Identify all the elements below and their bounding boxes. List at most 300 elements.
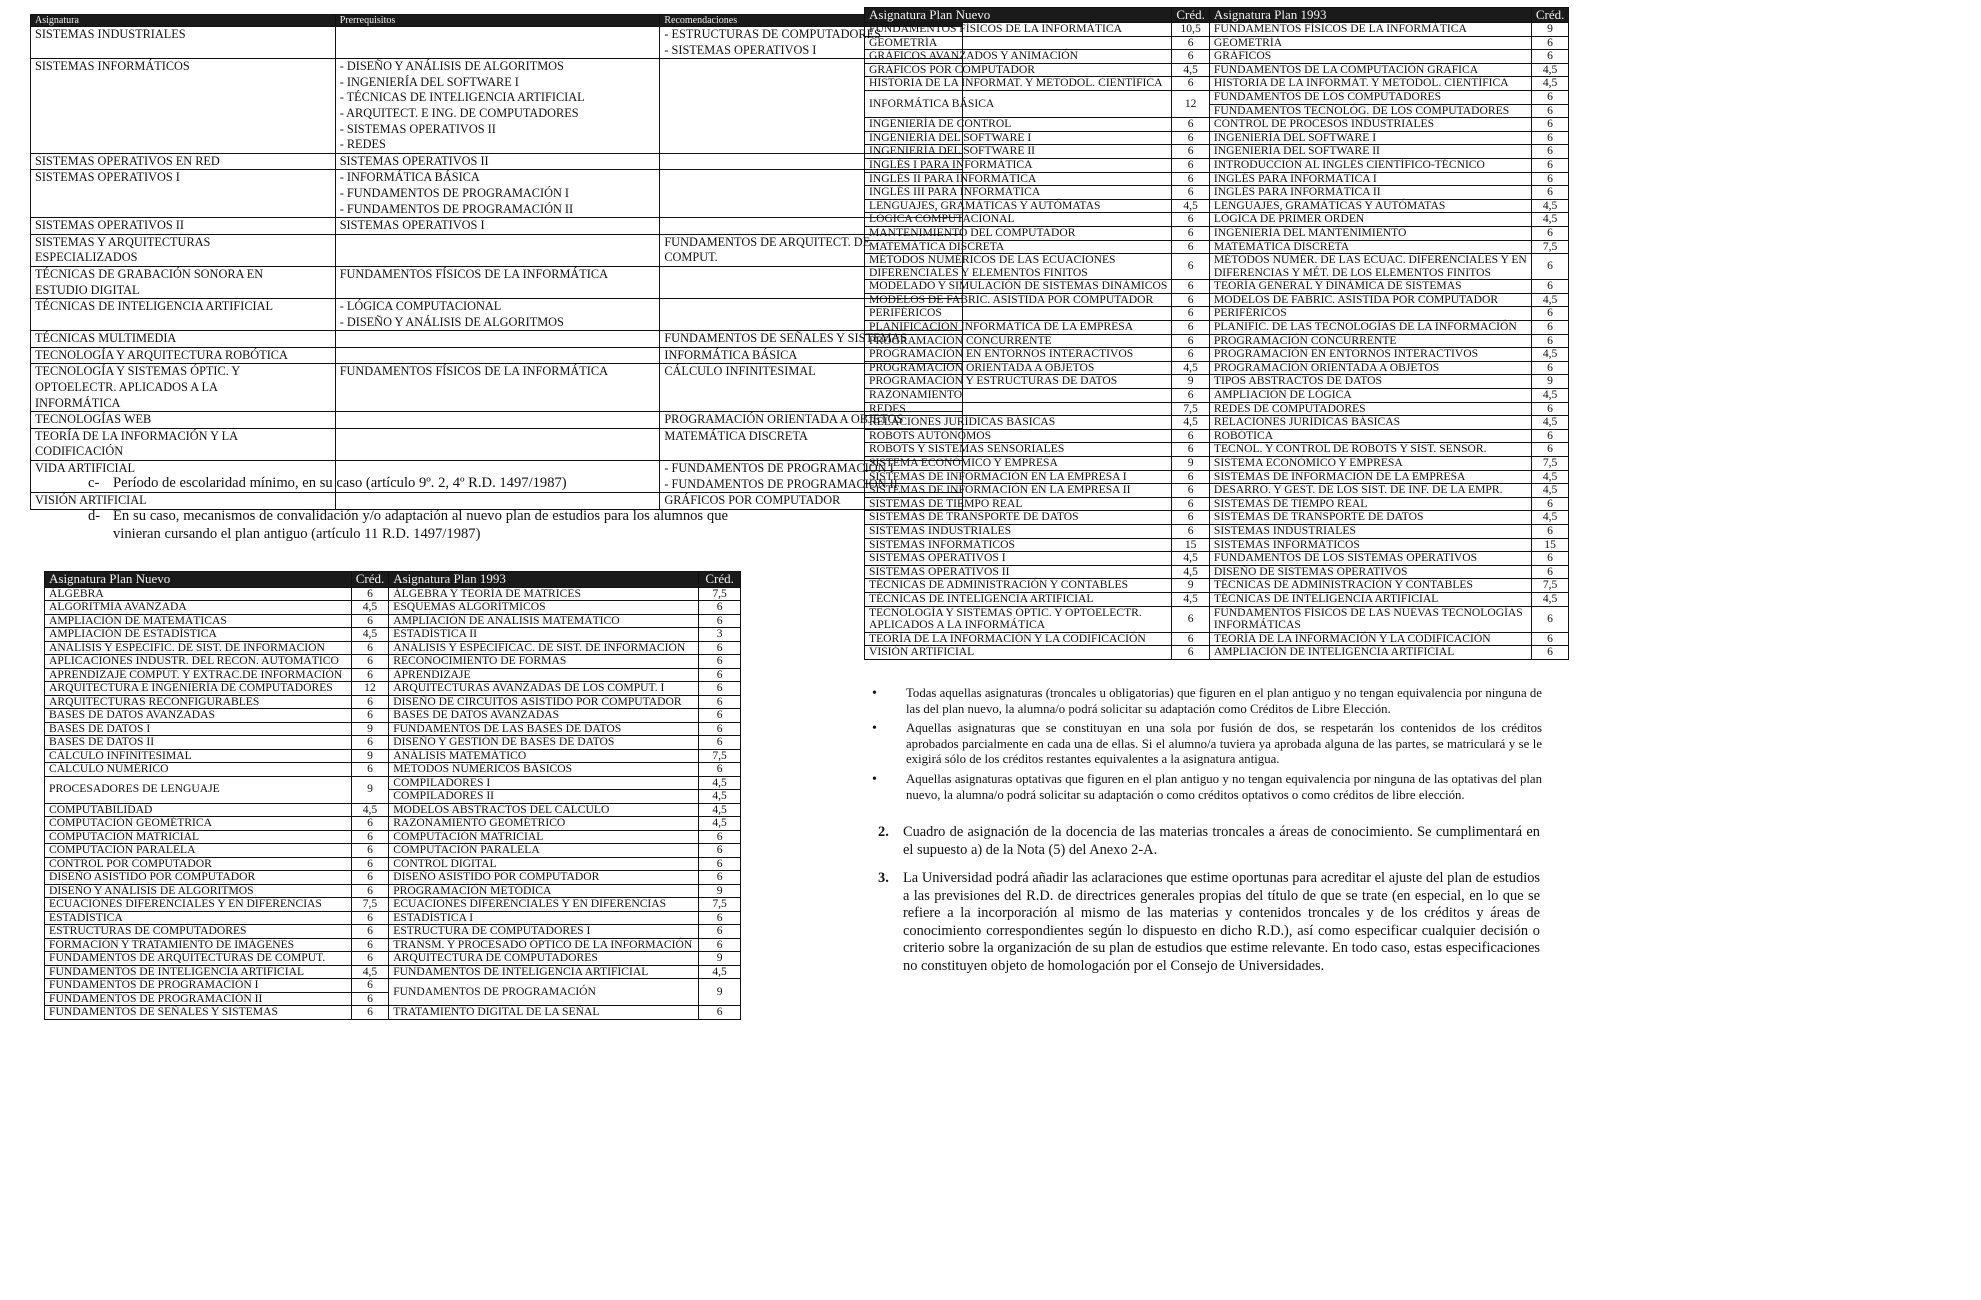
plan-1993-cell: ANÁLISIS MATEMÁTICO [389, 749, 699, 763]
cred-nuevo-cell: 6 [351, 884, 389, 898]
cred-nuevo-cell: 6 [351, 587, 389, 601]
plan-nuevo-line: CÁLCULO NUMÉRICO [49, 762, 169, 775]
cred-nuevo-cell: 7,5 [1172, 402, 1210, 416]
plan-nuevo-line: APRENDIZAJE COMPUT. Y EXTRAC.DE INFORMACIÓN [49, 667, 343, 681]
header-cred-nuevo: Créd. [1172, 8, 1210, 23]
prerequisites-cell [335, 153, 660, 170]
plan-1993-cell: PROGRAMACIÓN METÓDICA [389, 884, 699, 898]
plan-nuevo-cell [45, 628, 352, 642]
plan-nuevo-line: SISTEMAS OPERATIVOS I [869, 551, 1006, 565]
cred-nuevo-cell: 10,5 [1172, 23, 1210, 37]
subject-cell [31, 170, 336, 218]
table-row [45, 803, 741, 817]
cred-1993-cell: 6 [699, 938, 741, 952]
plan-1993-cell: TRATAMIENTO DIGITAL DE LA SEÑAL [389, 1006, 699, 1020]
subject-name: SISTEMAS INDUSTRIALES [35, 27, 186, 41]
prerequisites-cell [335, 412, 660, 429]
cred-nuevo-cell: 6 [1172, 186, 1210, 200]
table-row [865, 538, 1569, 552]
cred-1993-cell: 6 [699, 682, 741, 696]
table-row [45, 763, 741, 777]
plan-nuevo-line: BASES DE DATOS I [49, 721, 151, 735]
recommendation-item: PROGRAMACIÓN ORIENTADA A OBJETOS [664, 412, 904, 427]
table-row [31, 428, 963, 460]
plan-1993-cell: MATEMÁTICA DISCRETA [1209, 240, 1531, 254]
subject-cell [31, 266, 336, 298]
cred-nuevo-cell: 6 [351, 938, 389, 952]
plan-nuevo-cell [865, 389, 1172, 403]
prerequisite-item: - SISTEMAS OPERATIVOS II [339, 121, 496, 136]
plan-1993-cell: COMPUTACIÓN PARALELA [389, 844, 699, 858]
plan-1993-cell: LENGUAJES, GRAMÁTICAS Y AUTÓMATAS [1209, 199, 1531, 213]
plan-nuevo-line: MODELADO Y SIMULACIÓN DE SISTEMAS DINÁMICOS [869, 279, 1168, 293]
prerequisites-table [30, 14, 963, 510]
plan-1993-cell: FUNDAMENTOS DE LAS BASES DE DATOS [389, 722, 699, 736]
table-row [865, 280, 1569, 294]
cred-1993-cell: 6 [699, 614, 741, 628]
plan-1993-cell: ESTRUCTURA DE COMPUTADORES I [389, 925, 699, 939]
plan-1993-cell: AMPLIACIÓN DE LÓGICA [1209, 389, 1531, 403]
prerequisite-item: - FUNDAMENTOS DE PROGRAMACIÓN I [339, 185, 570, 200]
cred-1993-cell: 6 [1531, 186, 1569, 200]
table-row [865, 565, 1569, 579]
subject-name: TECNOLOGÍA Y ARQUITECTURA ROBÓTICA [35, 347, 288, 362]
plan-nuevo-line: ARQUITECTURA E INGENIERÍA DE COMPUTADORES [49, 681, 333, 694]
prerequisites-cell [335, 347, 660, 364]
header-asignatura: Asignatura [31, 15, 336, 27]
plan-1993-cell: ROBÓTICA [1209, 429, 1531, 443]
equivalence-left-header-row [45, 572, 741, 588]
subject-cell [31, 153, 336, 170]
cred-1993-cell: 6 [699, 871, 741, 885]
plan-nuevo-cell [865, 646, 1172, 660]
subject-name: SISTEMAS INFORMÁTICOS [35, 59, 190, 74]
table-row [865, 50, 1569, 64]
subject-name: SISTEMAS OPERATIVOS EN RED [35, 153, 220, 168]
cred-nuevo-cell: 6 [1172, 632, 1210, 646]
plan-nuevo-cell [45, 965, 352, 979]
plan-nuevo-cell [865, 511, 1172, 525]
plan-nuevo-cell [865, 77, 1172, 91]
prerequisite-item: - DISEÑO Y ANÁLISIS DE ALGORITMOS [339, 314, 564, 329]
plan-nuevo-cell [45, 601, 352, 615]
plan-nuevo-line: PLANIFICACIÓN INFORMÁTICA DE LA EMPRESA [869, 320, 1134, 334]
subject-name: VIDA ARTIFICIAL [35, 461, 136, 476]
cred-1993-cell: 6 [1531, 321, 1569, 335]
recommendation-item: - FUNDAMENTOS DE PROGRAMACIÓN II [664, 476, 898, 491]
table-row [45, 979, 741, 993]
plan-nuevo-line: ECUACIONES DIFERENCIALES Y EN DIFERENCIAS [49, 897, 322, 910]
plan-nuevo-cell [865, 254, 1172, 280]
subject-cell [31, 347, 336, 364]
subject-cell [31, 299, 336, 331]
table-row [31, 218, 963, 235]
prerequisites-cell [335, 364, 660, 412]
cred-nuevo-cell: 4,5 [351, 803, 389, 817]
plan-1993-cell: INTRODUCCIÓN AL INGLÉS CIENTÍFICO-TÉCNICO [1209, 158, 1531, 172]
plan-nuevo-line: PROGRAMACIÓN ORIENTADA A OBJETOS [869, 360, 1095, 374]
cred-nuevo-cell: 6 [351, 668, 389, 682]
plan-nuevo-cell [865, 90, 1172, 117]
prerequisites-cell [335, 299, 660, 331]
cred-nuevo-cell: 6 [351, 695, 389, 709]
cred-1993-cell: 6 [699, 857, 741, 871]
plan-nuevo-cell [865, 429, 1172, 443]
plan-nuevo-line: INGLÉS I PARA INFORMÁTICA [869, 157, 1033, 171]
cred-1993-cell: 7,5 [699, 749, 741, 763]
cred-1993-cell: 6 [1531, 50, 1569, 64]
cred-nuevo-cell: 6 [1172, 158, 1210, 172]
plan-1993-cell: SISTEMAS DE TIEMPO REAL [1209, 497, 1531, 511]
cred-1993-cell: 4,5 [1531, 592, 1569, 606]
cred-nuevo-cell: 9 [1172, 457, 1210, 471]
plan-nuevo-cell [865, 497, 1172, 511]
cred-1993-cell: 9 [699, 952, 741, 966]
plan-nuevo-line: HISTORIA DE LA INFORMAT. Y METODOL. CIENTÍFICA [869, 76, 1163, 90]
cred-1993-cell: 4,5 [1531, 199, 1569, 213]
table-row [865, 511, 1569, 525]
plan-nuevo-line: PROGRAMACIÓN Y ESTRUCTURAS DE DATOS [869, 374, 1118, 388]
table-row [865, 646, 1569, 660]
table-row [865, 321, 1569, 335]
plan-nuevo-line: DIFERENCIALES Y ELEMENTOS FINITOS [869, 265, 1088, 279]
plan-nuevo-cell [45, 668, 352, 682]
table-row [45, 1006, 741, 1020]
prerequisites-cell [335, 27, 660, 59]
plan-nuevo-cell [865, 375, 1172, 389]
table-row [865, 402, 1569, 416]
plan-1993-cell: TÉCNICAS DE ADMINISTRACIÓN Y CONTABLES [1209, 579, 1531, 593]
cred-nuevo-cell: 12 [1172, 90, 1210, 117]
recommendation-item: FUNDAMENTOS DE SEÑALES Y SISTEMAS [664, 331, 908, 346]
cred-nuevo-cell: 6 [351, 844, 389, 858]
cred-nuevo-cell: 6 [1172, 240, 1210, 254]
cred-1993-cell: 6 [1531, 524, 1569, 538]
plan-1993-cell: MÉTODOS NUMÉRICOS BÁSICOS [389, 763, 699, 777]
subject-name: TÉCNICAS MULTIMEDIA [35, 331, 177, 346]
plan-nuevo-line: SISTEMAS INFORMÁTICOS [869, 537, 1015, 551]
cred-nuevo-cell: 15 [1172, 538, 1210, 552]
cred-1993-cell: 6 [1531, 429, 1569, 443]
cred-1993-cell: 6 [1531, 361, 1569, 375]
prerequisite-item: - TÉCNICAS DE INTELIGENCIA ARTIFICIAL [339, 90, 585, 105]
cred-1993-cell: 6 [699, 844, 741, 858]
cred-nuevo-cell: 6 [351, 709, 389, 723]
cred-nuevo-cell: 6 [1172, 646, 1210, 660]
plan-1993-cell: LÓGICA DE PRIMER ORDEN [1209, 213, 1531, 227]
subject-cell [31, 234, 336, 266]
table-row [31, 412, 963, 429]
cred-1993-cell: 6 [699, 830, 741, 844]
plan-nuevo-cell [865, 552, 1172, 566]
plan-1993-cell: INGENIERÍA DEL SOFTWARE II [1209, 145, 1531, 159]
section-c-letter: c- [88, 475, 100, 491]
prerequisite-item: - REDES [339, 137, 386, 152]
plan-1993-cell: CONTROL DE PROCESOS INDUSTRIALES [1209, 118, 1531, 132]
item-3-text: La Universidad podrá añadir las aclaraciones que estime oportunas para acreditar el ajuste del plan de estudios a las previsiones del R.D. de directrices generales propias del título de que se trate (en especial, en lo que se refiere a la incorporación al mismo de las materias y contenidos troncales y de los créditos y áreas de conocimiento correspondientes según lo dispuesto en dicho R.D.), así como especificar cualquier decisión o criterio sobre la organización de su plan de estudios que estime relevante. En todo caso, estas especificaciones no constituyen objeto de homologación por el Consejo de Universidades. [903, 870, 1540, 974]
plan-nuevo-line: PROGRAMACIÓN EN ENTORNOS INTERACTIVOS [869, 347, 1134, 361]
cred-1993-cell: 6 [1531, 606, 1569, 632]
equivalence-table-right [864, 7, 1569, 660]
table-row [45, 587, 741, 601]
cred-nuevo-cell: 6 [1172, 172, 1210, 186]
prerequisite-item: FUNDAMENTOS FÍSICOS DE LA INFORMÁTICA [339, 364, 608, 379]
plan-1993-cell: HISTORIA DE LA INFORMÁT. Y METODOL. CIENTÍFICA [1209, 77, 1531, 91]
plan-1993-cell: MODELOS DE FABRIC. ASISTIDA POR COMPUTADOR [1209, 293, 1531, 307]
cred-nuevo-cell: 6 [1172, 484, 1210, 498]
plan-1993-cell: DISEÑO ASISTIDO POR COMPUTADOR [389, 871, 699, 885]
cred-nuevo-cell: 6 [1172, 145, 1210, 159]
subject-name: SISTEMAS Y ARQUITECTURAS [35, 234, 211, 249]
cred-nuevo-cell: 6 [351, 614, 389, 628]
cred-nuevo-cell: 6 [351, 857, 389, 871]
plan-nuevo-line: ROBOTS AUTÓNOMOS [869, 428, 992, 442]
plan-nuevo-cell [865, 158, 1172, 172]
cred-nuevo-cell: 4,5 [1172, 199, 1210, 213]
plan-nuevo-line: APLICADOS A LA INFORMÁTICA [869, 618, 1046, 632]
section-d-text: En su caso, mecanismos de convalidación y/o adaptación al nuevo plan de estudios para los alumnos que vinieran cursando el plan antiguo (artículo 11 R.D. 1497/1987) [113, 508, 728, 542]
plan-1993-line: DIFERENCIAS Y MÉT. DE LOS ELEMENTOS FINITOS [1213, 265, 1491, 279]
table-row [865, 199, 1569, 213]
table-row [31, 27, 963, 59]
cred-1993-cell: 6 [1531, 36, 1569, 50]
table-row [45, 749, 741, 763]
cred-1993-cell: 6 [699, 911, 741, 925]
plan-nuevo-cell [45, 641, 352, 655]
cred-1993-cell: 6 [699, 601, 741, 615]
cred-1993-cell: 6 [699, 668, 741, 682]
plan-nuevo-line: CONTROL POR COMPUTADOR [49, 856, 212, 870]
plan-1993-cell: TRANSM. Y PROCESADO ÓPTICO DE LA INFORMACIÓN [389, 938, 699, 952]
plan-1993-line: INFORMÁTICAS [1213, 618, 1301, 632]
cred-1993-cell: 9 [699, 884, 741, 898]
plan-nuevo-line: LÓGICA COMPUTACIONAL [869, 212, 1015, 226]
table-row [45, 844, 741, 858]
plan-nuevo-cell [45, 763, 352, 777]
plan-nuevo-cell [865, 416, 1172, 430]
cred-nuevo-cell: 6 [1172, 470, 1210, 484]
subject-cell [31, 412, 336, 429]
section-d-letter: d- [88, 508, 101, 524]
plan-nuevo-line: FORMACIÓN Y TRATAMIENTO DE IMÁGENES [49, 937, 295, 951]
plan-nuevo-cell [45, 1006, 352, 1020]
table-row [865, 307, 1569, 321]
cred-nuevo-cell: 9 [351, 749, 389, 763]
plan-nuevo-line: LENGUAJES, GRAMÁTICAS Y AUTÓMATAS [869, 198, 1101, 212]
plan-nuevo-line: ANÁLISIS Y ESPECIFIC. DE SIST. DE INFORMACIÓN [49, 640, 325, 654]
plan-nuevo-line: COMPUTACIÓN PARALELA [49, 843, 196, 856]
plan-1993-cell: FUNDAMENTOS DE LOS SISTEMAS OPERATIVOS [1209, 552, 1531, 566]
table-row [45, 952, 741, 966]
table-row [865, 240, 1569, 254]
plan-nuevo-line: GRÁFICOS AVANZADOS Y ANIMACIÓN [869, 49, 1079, 63]
cred-1993-cell: 4,5 [1531, 416, 1569, 430]
note-item: • Aquellas asignaturas optativas que figuren en el plan antiguo y no tengan equivalencia por ninguna de las optativas del plan nuevo, la alumna/o podrá solicitar su adaptación o como créditos optativos o como créditos de libre elección. [866, 772, 1542, 803]
cred-nuevo-cell: 6 [351, 871, 389, 885]
table-row [865, 524, 1569, 538]
table-row [865, 213, 1569, 227]
cred-nuevo-cell: 6 [1172, 36, 1210, 50]
table-row [865, 172, 1569, 186]
plan-nuevo-line: ESTADÍSTICA [49, 910, 123, 924]
cred-1993-cell: 6 [1531, 118, 1569, 132]
table-row [865, 606, 1569, 632]
plan-nuevo-cell [45, 655, 352, 669]
cred-1993-cell: 6 [1531, 402, 1569, 416]
cred-nuevo-cell: 4,5 [1172, 361, 1210, 375]
plan-nuevo-line: RELACIONES JURÍDICAS BÁSICAS [869, 415, 1056, 429]
plan-1993-cell: ÁLGEBRA Y TEORÍA DE MATRICES [389, 587, 699, 601]
cred-nuevo-cell: 6 [1172, 131, 1210, 145]
plan-nuevo-line: BASES DE DATOS II [49, 735, 155, 748]
cred-nuevo-cell: 6 [1172, 293, 1210, 307]
plan-1993-cell: ECUACIONES DIFERENCIALES Y EN DIFERENCIAS [389, 898, 699, 912]
table-row [865, 158, 1569, 172]
table-row [45, 938, 741, 952]
table-row [45, 776, 741, 790]
plan-nuevo-line: GRÁFICOS POR COMPUTADOR [869, 62, 1035, 76]
table-row [45, 871, 741, 885]
cred-1993-cell: 6 [1531, 90, 1569, 104]
cred-1993-cell: 4,5 [1531, 63, 1569, 77]
table-row [865, 361, 1569, 375]
cred-1993-cell: 4,5 [699, 803, 741, 817]
plan-1993-cell: BASES DE DATOS AVANZADAS [389, 709, 699, 723]
plan-nuevo-cell [865, 321, 1172, 335]
cred-1993-cell: 4,5 [1531, 348, 1569, 362]
subject-name: SISTEMAS OPERATIVOS II [35, 218, 184, 233]
header-cred-1993: Créd. [699, 572, 741, 588]
plan-1993-cell: DISEÑO Y GESTIÓN DE BASES DE DATOS [389, 736, 699, 750]
cred-1993-cell: 6 [699, 1006, 741, 1020]
plan-1993-cell: SISTEMA ECONÓMICO Y EMPRESA [1209, 457, 1531, 471]
plan-nuevo-line: VISIÓN ARTIFICIAL [869, 645, 975, 659]
recommendation-item: - FUNDAMENTOS DE PROGRAMACIÓN I [664, 461, 894, 476]
table-row [45, 884, 741, 898]
plan-nuevo-line: FUNDAMENTOS DE INTELIGENCIA ARTIFICIAL [49, 964, 305, 978]
plan-1993-cell: INGENIERÍA DEL MANTENIMIENTO [1209, 226, 1531, 240]
plan-nuevo-cell [45, 911, 352, 925]
cred-1993-cell: 6 [699, 925, 741, 939]
header-cred-1993: Créd. [1531, 8, 1569, 23]
plan-1993-cell: REDES DE COMPUTADORES [1209, 402, 1531, 416]
recommendation-item: FUNDAMENTOS DE ARQUITECT. DE [664, 234, 871, 249]
prerequisite-item: - ARQUITECT. E ING. DE COMPUTADORES [339, 105, 579, 120]
cred-nuevo-cell: 6 [1172, 226, 1210, 240]
plan-1993-cell [1209, 254, 1531, 280]
subject-name: INFORMÁTICA [35, 395, 121, 410]
header-cred-nuevo: Créd. [351, 572, 389, 588]
cred-1993-cell: 7,5 [699, 587, 741, 601]
prerequisite-item: - FUNDAMENTOS DE PROGRAMACIÓN II [339, 201, 574, 216]
cred-nuevo-cell: 4,5 [1172, 565, 1210, 579]
header-plan-1993: Asignatura Plan 1993 [389, 572, 699, 588]
table-row [45, 695, 741, 709]
table-row [865, 63, 1569, 77]
cred-nuevo-cell: 6 [1172, 606, 1210, 632]
table-row [45, 830, 741, 844]
cred-nuevo-cell: 6 [1172, 334, 1210, 348]
table-row [865, 416, 1569, 430]
plan-nuevo-cell [865, 240, 1172, 254]
subject-name: CODIFICACIÓN [35, 444, 124, 459]
cred-nuevo-cell: 6 [1172, 511, 1210, 525]
plan-nuevo-line: INGLÉS III PARA INFORMÁTICA [869, 185, 1041, 199]
table-row [31, 347, 963, 364]
cred-1993-cell: 4,5 [1531, 511, 1569, 525]
cred-nuevo-cell: 6 [1172, 524, 1210, 538]
plan-nuevo-line: PERIFÉRICOS [869, 306, 942, 320]
cred-nuevo-cell: 6 [351, 736, 389, 750]
cred-nuevo-cell: 6 [1172, 307, 1210, 321]
subject-cell [31, 331, 336, 348]
table-row [45, 655, 741, 669]
plan-1993-cell: PROGRAMACIÓN CONCURRENTE [1209, 334, 1531, 348]
plan-nuevo-cell [865, 307, 1172, 321]
prerequisite-item: - LÓGICA COMPUTACIONAL [339, 299, 502, 314]
cred-nuevo-cell: 6 [1172, 321, 1210, 335]
plan-nuevo-cell [45, 614, 352, 628]
header-recomendaciones: Recomendaciones [660, 15, 963, 27]
cred-1993-cell: 6 [1531, 172, 1569, 186]
subject-name: ESTUDIO DIGITAL [35, 282, 140, 297]
table-row [865, 497, 1569, 511]
plan-nuevo-cell [865, 172, 1172, 186]
plan-nuevo-cell [45, 803, 352, 817]
plan-1993-line: FUNDAMENTOS FÍSICOS DE LAS NUEVAS TECNOLOGÍAS [1213, 605, 1523, 619]
cred-1993-cell: 4,5 [699, 790, 741, 804]
plan-1993-cell: FUNDAMENTOS FÍSICOS DE LA INFORMÁTICA [1209, 23, 1531, 37]
plan-nuevo-line: SISTEMAS DE TRANSPORTE DE DATOS [869, 510, 1079, 524]
plan-1993-cell: COMPILADORES II [389, 790, 699, 804]
prerequisites-cell [335, 428, 660, 460]
section-d [88, 507, 728, 543]
plan-nuevo-cell: FUNDAMENTOS DE PROGRAMACIÓN I [45, 979, 352, 993]
plan-nuevo-cell [865, 361, 1172, 375]
plan-nuevo-cell [865, 145, 1172, 159]
table-row [45, 817, 741, 831]
plan-1993-cell: APRENDIZAJE [389, 668, 699, 682]
table-row [45, 709, 741, 723]
table-row [31, 299, 963, 331]
plan-nuevo-cell [865, 199, 1172, 213]
table-row [45, 628, 741, 642]
plan-nuevo-line: INGLÉS II PARA INFORMÁTICA [869, 171, 1037, 185]
cred-nuevo-cell: 9 [351, 722, 389, 736]
plan-nuevo-cell [865, 50, 1172, 64]
plan-1993-cell: RAZONAMIENTO GEOMÉTRICO [389, 817, 699, 831]
cred-nuevo-cell: 9 [1172, 375, 1210, 389]
table-row [865, 348, 1569, 362]
plan-nuevo-cell [865, 186, 1172, 200]
plan-nuevo-line: TECNOLOGÍA Y SISTEMAS ÓPTIC. Y OPTOELECTR. [869, 605, 1142, 619]
cred-nuevo-cell: 6 [351, 641, 389, 655]
subject-cell [31, 218, 336, 235]
table-row [45, 641, 741, 655]
table-row [45, 736, 741, 750]
plan-nuevo-cell [45, 898, 352, 912]
prerequisites-cell [335, 218, 660, 235]
cred-nuevo-cell: 6 [1172, 77, 1210, 91]
cred-nuevo-cell: 7,5 [351, 898, 389, 912]
plan-1993-cell: DISEÑO DE CIRCUITOS ASISTIDO POR COMPUTADOR [389, 695, 699, 709]
table-row [31, 364, 963, 412]
plan-nuevo-cell [865, 579, 1172, 593]
prerequisites-cell [335, 266, 660, 298]
cred-1993-cell: 6 [1531, 565, 1569, 579]
cred-1993-cell: 6 [1531, 646, 1569, 660]
plan-nuevo-line: PROGRAMACIÓN CONCURRENTE [869, 333, 1052, 347]
